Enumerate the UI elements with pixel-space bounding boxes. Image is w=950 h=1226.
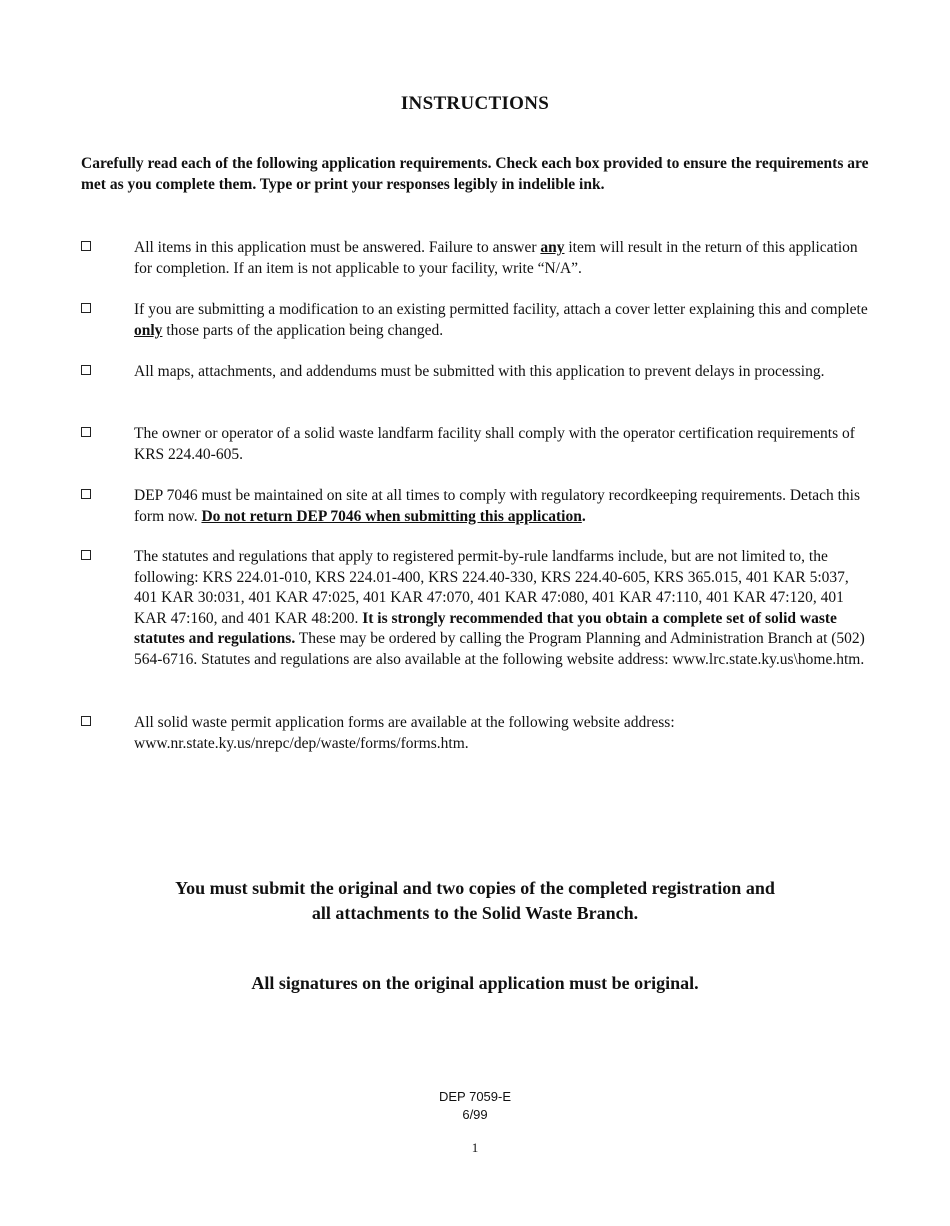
submission-notice: You must submit the original and two copies of the completed registration and all attachments to the Solid Waste Branch. (175, 878, 775, 923)
intro-paragraph: Carefully read each of the following application requirements. Check each box provided to ensure the requirements are met as you complete them. Type or print your responses legibly in indelible ink. (81, 155, 869, 193)
emphasis-only: only (134, 321, 163, 339)
page-number: 1 (471, 1140, 479, 1155)
requirement-text: All items in this application must be answered. Failure to answer any item will result in the return of this application for completion. If an item is not applicable to your facility, write “N/A”. (134, 239, 858, 277)
page-title: INSTRUCTIONS (400, 93, 550, 114)
requirement-text: The statutes and regulations that apply to registered permit-by-rule landfarms include, but are not limited to, the following: KRS 224.01-010, KRS 224.01-400, KRS 224.40-330, KRS 224.40-605, KRS 365.015, 401 KAR 5:037, 401 KAR 30:031, 401 KAR 47:025, 401 KAR 47:070, 401 KAR 47:080, 401 KAR 47:110, 401 KAR 47:120, 401 KAR 47:160, and 401 KAR 48:200. It is strongly recommended that you obtain a complete set of solid waste statutes and regulations. These may be ordered by calling the Program Planning and Administration Branch at (502) 564-6716. Statutes and regulations are also available at the following website address: www.lrc.state.ky.us\home.htm. (134, 548, 865, 668)
checkbox[interactable] (81, 241, 91, 251)
requirement-text: All solid waste permit application forms are available at the following website address: www.nr.state.ky.us/nrepc/dep/waste/forms/forms.htm. (134, 714, 675, 752)
signature-notice: All signatures on the original application must be original. (251, 973, 699, 993)
form-number: DEP 7059-E (438, 1089, 512, 1104)
recommendation-bold: It is strongly recommended that you obtain a complete set of solid waste statutes and regulations. (134, 609, 837, 648)
form-date: 6/99 (462, 1107, 488, 1122)
checkbox[interactable] (81, 303, 91, 313)
emphasis-any: any (540, 239, 565, 256)
do-not-return-notice: Do not return DEP 7046 when submitting this application (201, 507, 582, 525)
checkbox[interactable] (81, 489, 91, 499)
requirement-text: The owner or operator of a solid waste landfarm facility shall comply with the operator certification requirements of KRS 224.40-605. (134, 425, 855, 463)
checkbox[interactable] (81, 716, 91, 726)
form-footer (0, 1088, 950, 1124)
checkbox[interactable] (81, 365, 91, 375)
requirement-text: DEP 7046 must be maintained on site at all times to comply with regulatory recordkeeping requirements. Detach this form now. Do not return DEP 7046 when submitting this application. (134, 487, 861, 525)
checkbox[interactable] (81, 427, 91, 437)
checkbox[interactable] (81, 550, 91, 560)
requirement-text: All maps, attachments, and addendums must be submitted with this application to prevent delays in processing. (134, 363, 825, 380)
requirement-text: If you are submitting a modification to an existing permitted facility, attach a cover letter explaining this and complete only those parts of the application being changed. (134, 301, 868, 339)
